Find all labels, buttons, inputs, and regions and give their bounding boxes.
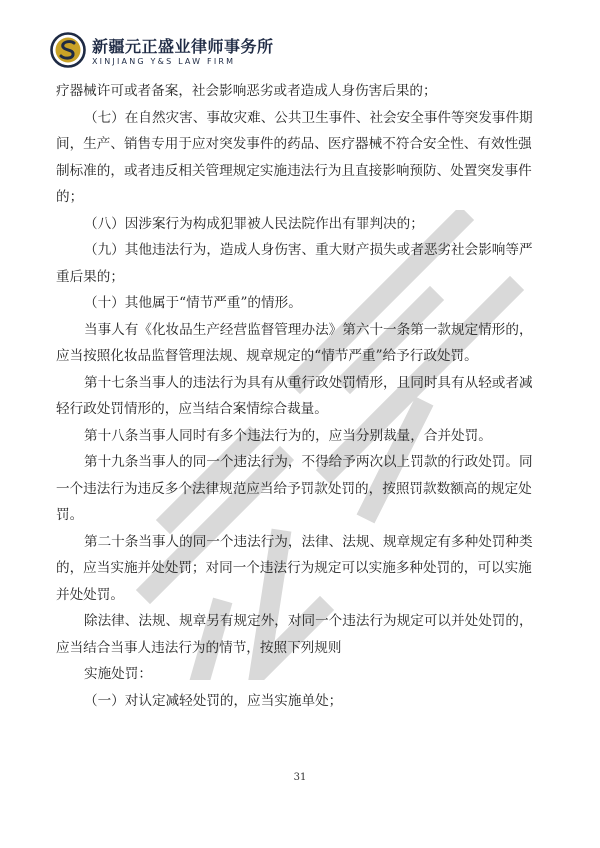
paragraph-line: 制标准的，或者违反相关管理规定实施违法行为且直接影响预防、处置突发事件 bbox=[56, 162, 532, 179]
paragraph-line: 一个违法行为违反多个法律规范应当给予罚款处罚的，按照罚款数额高的规定处 bbox=[56, 480, 532, 497]
document-body bbox=[56, 78, 550, 714]
paragraph-line: 应当按照化妆品监督管理法规、规章规定的“情节严重”给予行政处罚。 bbox=[56, 348, 478, 364]
paragraph-line: 第十九条当事人的同一个违法行为，不得给予两次以上罚款的行政处罚。同 bbox=[84, 454, 533, 470]
paragraph-line: 疗器械许可或者备案，社会影响恶劣或者造成人身伤害后果的； bbox=[56, 83, 437, 99]
paragraph-line: （一）对认定减轻处罚的，应当实施单处； bbox=[84, 692, 343, 709]
paragraph-line: 当事人有《化妆品生产经营监督管理办法》第六十一条第一款规定情形的， bbox=[84, 321, 533, 338]
paragraph-line: 第二十条当事人的同一个违法行为，法律、法规、规章规定有多种处罚种类 bbox=[84, 533, 533, 550]
paragraph-line: （八）因涉案行为构成犯罪被人民法院作出有罪判决的； bbox=[84, 215, 424, 232]
paragraph-line: 除法律、法规、规章另有规定外，对同一个违法行为规定可以并处处罚的， bbox=[84, 613, 533, 629]
paragraph-line: 罚。 bbox=[56, 507, 84, 523]
paragraph-line: 实施处罚： bbox=[84, 666, 152, 682]
firm-logo-icon bbox=[50, 32, 86, 68]
paragraph-line: 轻行政处罚情形的，应当结合案情综合裁量。 bbox=[56, 401, 328, 417]
paragraph-line: （九）其他违法行为，造成人身伤害、重大财产损失或者恶劣社会影响等严 bbox=[84, 242, 533, 258]
paragraph-line: 间，生产、销售专用于应对突发事件的药品、医疗器械不符合安全性、有效性强 bbox=[56, 136, 532, 152]
letterhead bbox=[50, 26, 570, 72]
firm-name-en: XINJIANG Y&S LAW FIRM bbox=[92, 57, 236, 66]
paragraph-line: （七）在自然灾害、事故灾难、公共卫生事件、社会安全事件等突发事件期 bbox=[84, 109, 533, 126]
paragraph-line: 第十八条当事人同时有多个违法行为的，应当分别裁量，合并处罚。 bbox=[84, 427, 492, 444]
paragraph-line: （十）其他属于“情节严重”的情形。 bbox=[84, 295, 302, 311]
paragraph-line: 应当结合当事人违法行为的情节，按照下列规则 bbox=[56, 639, 342, 656]
paragraph-line: 并处处罚。 bbox=[56, 586, 124, 603]
paragraph-line: 的； bbox=[56, 189, 84, 205]
paragraph-line: 的，应当实施并处处罚；对同一个违法行为规定可以实施多种处罚的，可以实施 bbox=[56, 560, 532, 576]
firm-name-cn: 新疆元正盛业律师事务所 bbox=[92, 37, 274, 56]
paragraph-line: 重后果的； bbox=[56, 268, 124, 285]
paragraph-line: 第十七条当事人的违法行为具有从重行政处罚情形，且同时具有从轻或者减 bbox=[84, 374, 533, 391]
page-number: 31 bbox=[293, 772, 307, 783]
